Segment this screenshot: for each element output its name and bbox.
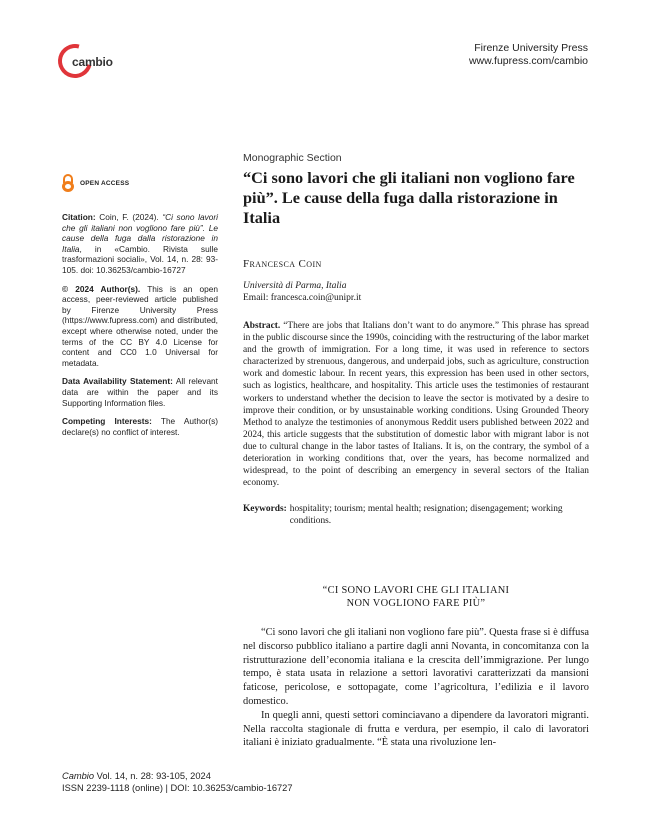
competing-interests-block [62, 416, 218, 437]
publisher-info [469, 42, 588, 68]
footer-journal: Cambio [62, 771, 95, 781]
author-name: Francesca Coin [243, 258, 322, 270]
citation-text-2: , in «Cambio. Rivista sulle trasformazioni sociali», Vol. 14, n. 28: 93-105. doi: 10.36253/cambio-16727 [62, 243, 218, 275]
abstract-text: “There are jobs that Italians don’t want to do anymore.” This phrase has spread in the public discourse since the 1990s, coinciding with the restructuring of the labor market and the growth of immigration. For a long time, it was used in reference to sectors characterized by strenuous, dangerous, and underpaid jobs, such as agriculture, construction work and domestic labour. In recent years, this expression has been used in other sectors, such as logistics, healthcare, and hospitality. This article uses the testimonies of restaurant workers to understand whether the decision to leave the sector is motivated by a desire to improve their condition, or by unsustainable working conditions. Using Grounded Theory Method to analyze the testimonies of anonymous Reddit users published between 2022 and 2024, this article suggests that the substitution of domestic labor with migrant labor is not due to cultural change in the labor tastes of Italians. It is, on the contrary, the symbol of a deterioration in working conditions that, over the years, has become normalized and widespread, to the point of describing an emergency in several sectors of the Italian economy. [243, 321, 590, 489]
citation-label: Citation: [62, 212, 96, 222]
competing-interests-label: Competing Interests: [62, 416, 152, 427]
publisher-url[interactable]: www.fupress.com/cambio [468, 55, 588, 67]
section-heading [243, 584, 589, 610]
citation-text-1: Coin, F. (2024). [99, 212, 163, 222]
author-affiliation: Università di Parma, Italia [243, 281, 347, 291]
copyright-block [62, 284, 218, 369]
copyright-label: © 2024 Author(s). [62, 283, 141, 294]
journal-logo [58, 44, 112, 84]
page-footer [62, 770, 293, 794]
keywords-text: hospitality; tourism; mental health; resignation; disengagement; working conditions. [289, 504, 563, 527]
copyright-text: This is an open access, peer-reviewed article published by Firenze University Press (https://www.fupress.com) and distributed, except where otherwise noted, under the terms of the CC BY 4.0 License for content and CC0 1.0 Universal for metadata. [62, 283, 218, 368]
article-sidebar [62, 212, 218, 445]
citation-block [62, 212, 218, 276]
article-main [243, 152, 589, 528]
body-paragraph: In quegli anni, questi settori cominciavano a dipendere da lavoratori migranti. Nella raccolta stagionale di frutta e verdura, per esempio, il calo di lavoratori italiani è iniziato gradualmente. “È stata una rivoluzione len- [243, 709, 589, 749]
footer-issue: Vol. 14, n. 28: 93-105, 2024 [94, 771, 211, 781]
data-availability-label: Data Availability Statement: [62, 376, 173, 387]
citation-title: “Ci sono lavori che gli italiani non vogliono fare più”. Le cause della fuga dalla ristorazione in Italia [62, 212, 218, 254]
section-heading-line-1: “CI SONO LAVORI CHE GLI ITALIANI [322, 585, 510, 596]
open-access-label: OPEN ACCESS [80, 179, 130, 187]
keywords-label: Keywords: [243, 504, 287, 515]
footer-issn: ISSN 2239-1118 (online) | DOI: 10.36253/cambio-16727 [62, 783, 293, 793]
competing-interests-text: The Author(s) declare(s) no conflict of interest. [62, 416, 219, 437]
footer-citation [62, 770, 293, 782]
article-body [243, 626, 589, 750]
data-availability-text: All relevant data are within the paper and its Supporting Information files. [62, 376, 218, 408]
logo-text: cambio [72, 55, 113, 69]
keywords [243, 503, 589, 527]
author-email[interactable]: Email: francesca.coin@unipr.it [243, 293, 362, 303]
data-availability-block [62, 376, 218, 408]
abstract [243, 320, 589, 489]
abstract-label: Abstract. [243, 321, 281, 331]
body-paragraph: “Ci sono lavori che gli italiani non vogliono fare più”. Questa frase si è diffusa nel discorso pubblico italiano a partire dagli anni Novanta, in concomitanza con la ristrutturazione dell’economia italiana e la crescita dell’immigrazione. Per lungo tempo, è stata usata in relazione a settori lavorativi caratterizzati da mansioni faticose, pericolose, e sottopagate, come l’agricoltura, l’edilizia e il lavoro domestico. [243, 627, 589, 707]
article-title: “Ci sono lavori che gli italiani non vogliono fare più”. Le cause della fuga dalla ristorazione in Italia [243, 168, 575, 227]
open-access-badge [62, 173, 129, 193]
open-lock-icon [62, 174, 74, 192]
publisher-name: Firenze University Press [474, 42, 588, 54]
section-label: Monographic Section [243, 152, 342, 164]
section-heading-line-2: NON VOGLIONO FARE PIÙ” [346, 598, 486, 609]
